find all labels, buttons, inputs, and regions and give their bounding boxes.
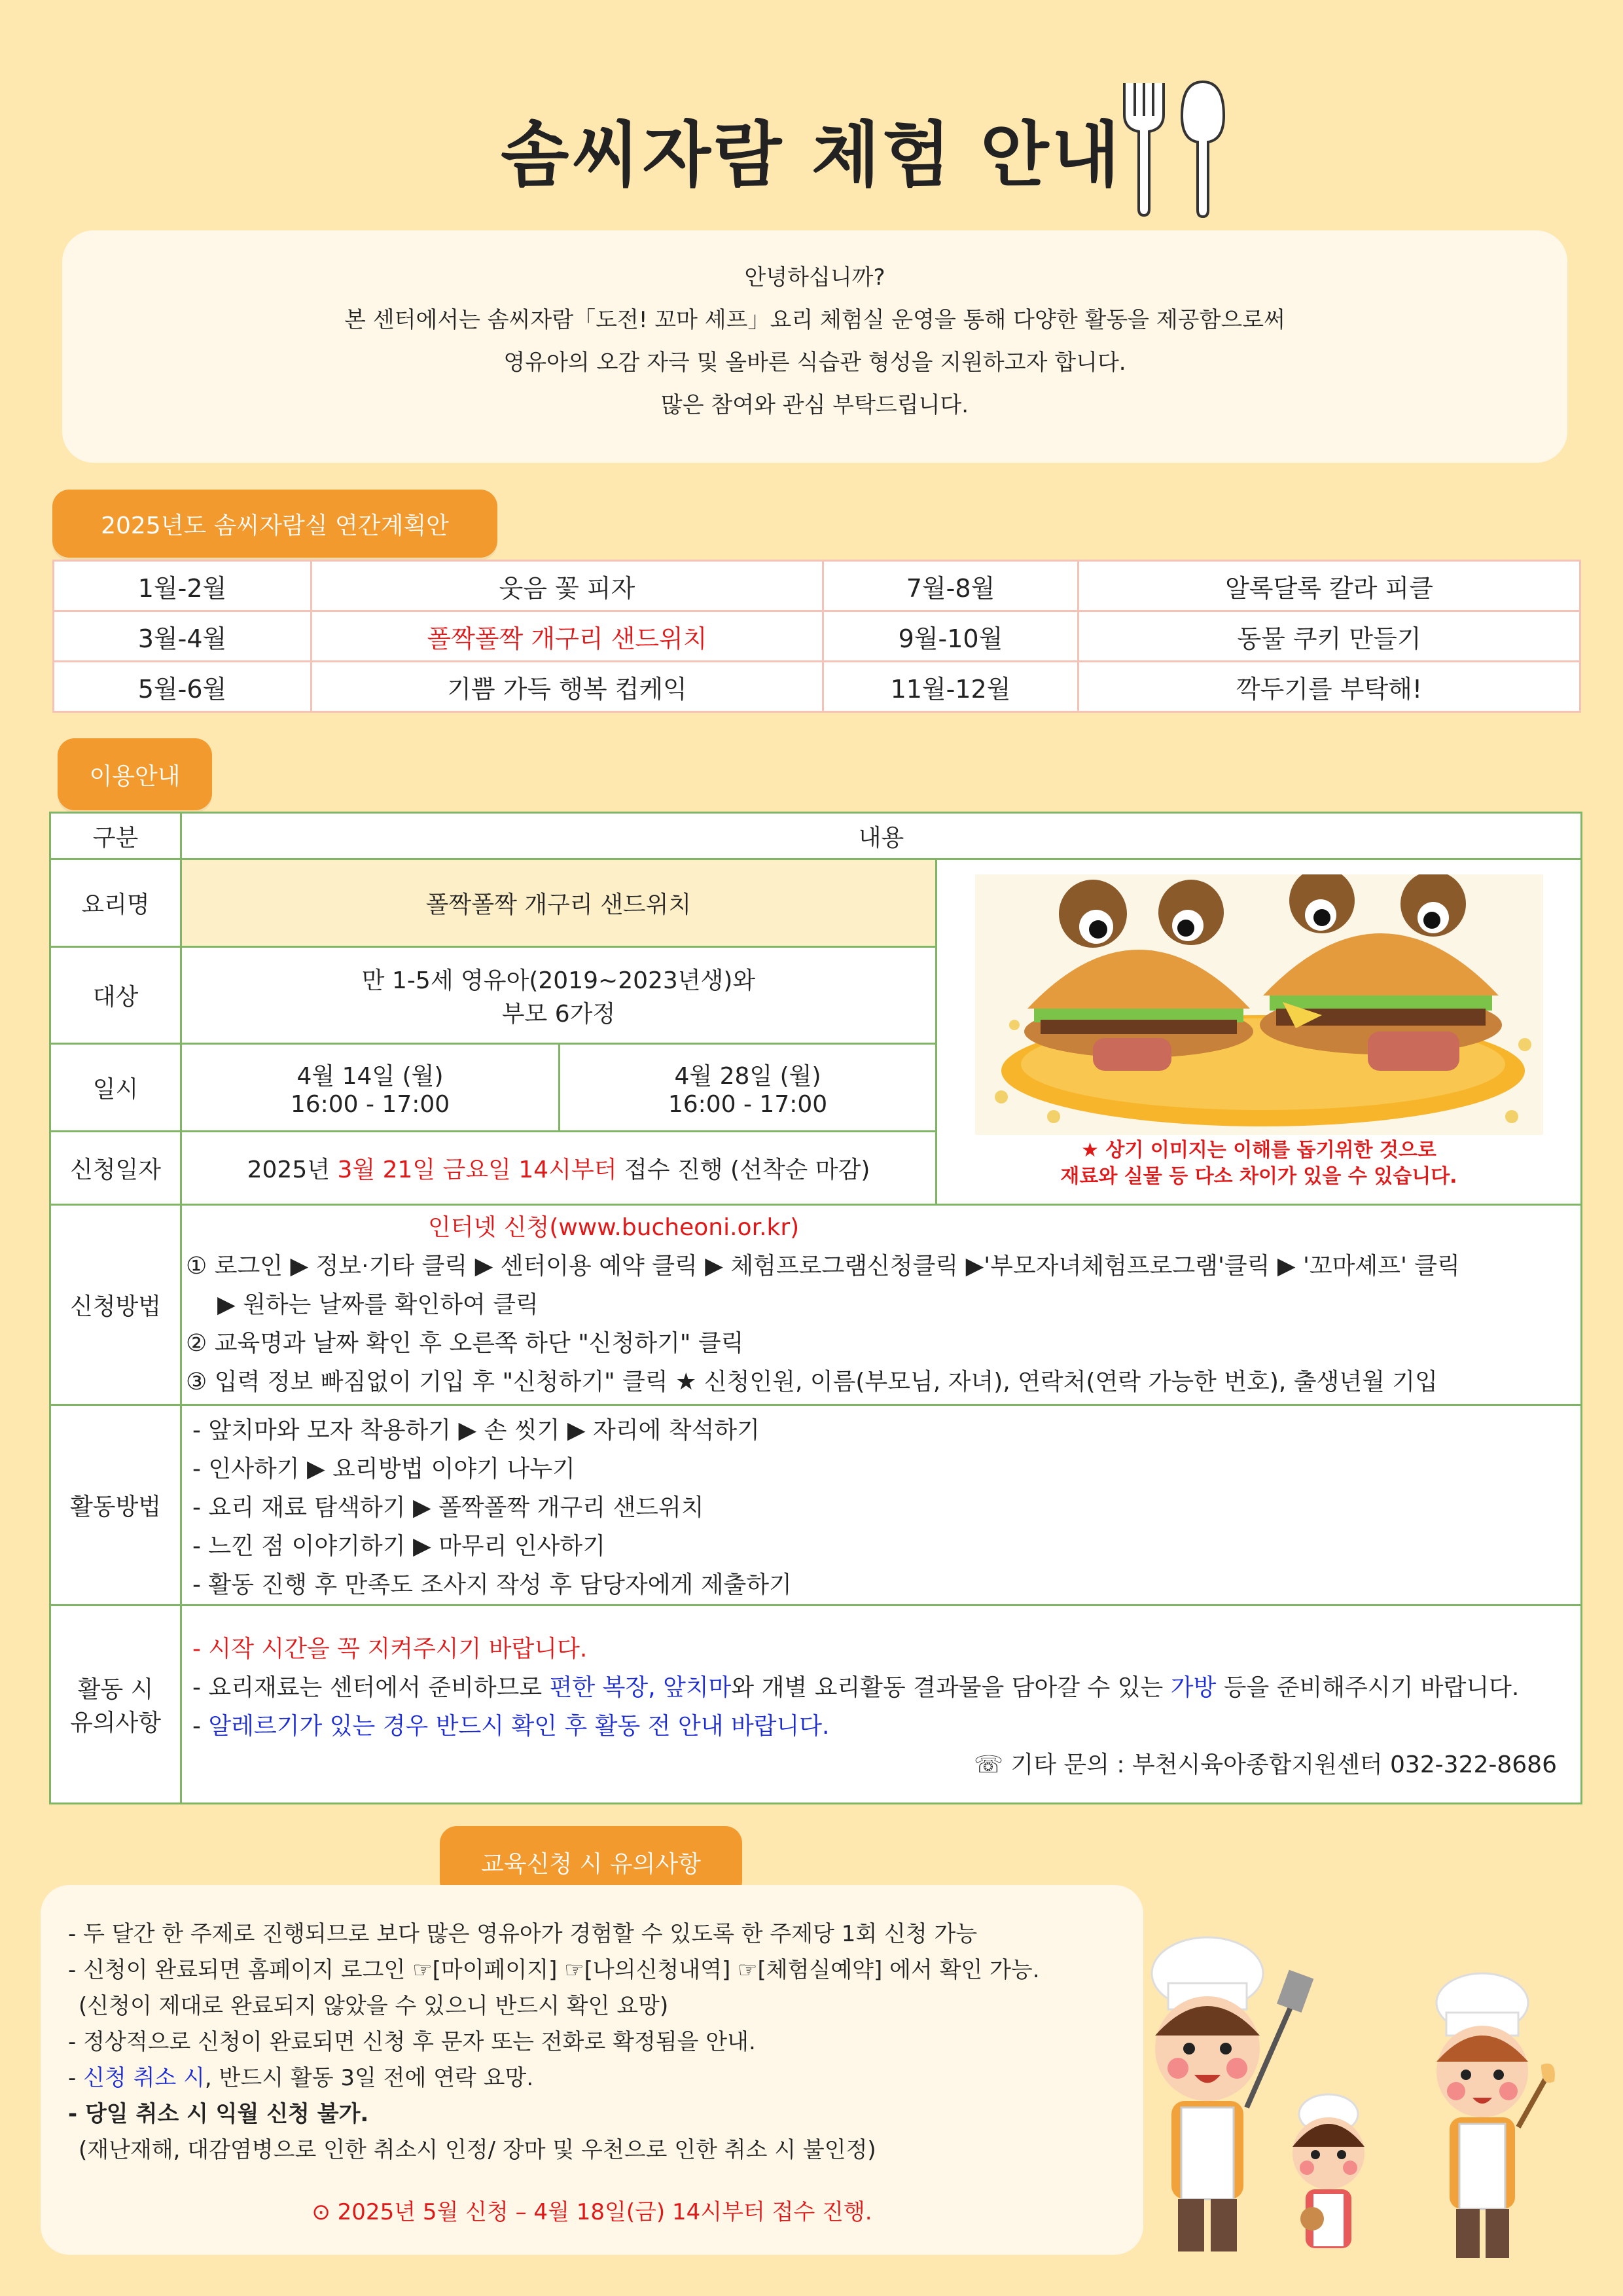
caution-label-line: 유의사항: [69, 1710, 162, 1736]
method-label: 신청방법: [50, 1205, 181, 1405]
plan-dish: 알록달록 칼라 피클: [1079, 561, 1580, 611]
plan-month: 9월-10월: [823, 611, 1079, 662]
website-link[interactable]: 인터넷 신청(www.bucheoni.or.kr): [428, 1214, 800, 1241]
page-title: 솜씨자람 체험 안내: [501, 115, 1122, 196]
apply-date-text: 2025년: [247, 1157, 338, 1183]
caption-line: ★ 상기 이미지는 이해를 돕기위한 것으로: [1081, 1138, 1436, 1162]
table-row: [54, 611, 1580, 662]
dish-name: 폴짝폴짝 개구리 샌드위치: [181, 859, 936, 947]
plan-dish: 웃음 꽃 피자: [312, 561, 823, 611]
session-date: 4월 14일 (월): [296, 1062, 444, 1090]
activity-content: [181, 1405, 1582, 1605]
notice-line: (신청이 제대로 완료되지 않았을 수 있으니 반드시 확인 요망): [79, 1993, 669, 2019]
contact-info: ☏ 기타 문의 : 부천시육아종합지원센터 032-322-8686: [973, 1751, 1557, 1778]
apply-date-highlight: 3월 21일 금요일 14시부터: [337, 1157, 617, 1183]
intro-line: 영유아의 오감 자극 및 올바른 식습관 형성을 지원하고자 합니다.: [503, 350, 1126, 376]
caution-text: - 요리재료는 센터에서 준비하므로: [192, 1674, 550, 1701]
intro-line: 많은 참여와 관심 부탁드립니다.: [660, 392, 969, 418]
method-step: ① 로그인 ▶ 정보·기타 클릭 ▶ 센터이용 예약 클릭 ▶ 체험프로그램신청클릭 ▶'부모자녀체험프로그램'클릭 ▶ '꼬마셰프' 클릭: [186, 1253, 1460, 1280]
caution-highlight: 편한 복장, 앞치마: [549, 1674, 732, 1701]
datetime-label: 일시: [50, 1044, 181, 1132]
caution-highlight: 가방: [1170, 1674, 1217, 1701]
annual-plan-table: [52, 560, 1581, 713]
plan-dish: 기쁨 가득 행복 컵케익: [312, 662, 823, 712]
session-time: 16:00 - 17:00: [290, 1090, 450, 1118]
caution-item: [192, 1668, 1580, 1707]
intro-box: [62, 230, 1567, 463]
plan-month: 5월-6월: [54, 662, 312, 712]
target-line: 만 1-5세 영유아(2019~2023년생)와: [361, 967, 756, 994]
notice-line: - 정상적으로 신청이 완료되면 신청 후 문자 또는 전화로 확정됨을 안내.: [68, 2029, 756, 2055]
caution-text: 와 개별 요리활동 결과물을 담아갈 수 있는: [731, 1674, 1171, 1701]
header-category: 구분: [50, 813, 181, 859]
notice-text: -: [68, 2065, 84, 2091]
caution-highlight: 알레르기가 있는 경우 반드시 확인 후 활동 전 안내 바랍니다.: [208, 1713, 830, 1740]
session-date: 4월 28일 (월): [674, 1062, 821, 1090]
table-row: [54, 662, 1580, 712]
notice-line: - 두 달간 한 주제로 진행되므로 보다 많은 영유아가 경험할 수 있도록 한 주제당 1회 신청 가능: [68, 1921, 978, 1947]
caution-text: 등을 준비해주시기 바랍니다.: [1216, 1674, 1520, 1701]
plan-month: 1월-2월: [54, 561, 312, 611]
apply-date-text: 접수 진행 (선착순 마감): [616, 1157, 870, 1183]
caution-label-line: 활동 시: [77, 1676, 154, 1703]
caption-line: 재료와 실물 등 다소 차이가 있을 수 있습니다.: [1060, 1164, 1457, 1188]
method-step: ③ 입력 정보 빠짐없이 기입 후 "신청하기" 클릭 ★ 신청인원, 이름(부모님, 자녀), 연락처(연락 가능한 번호), 출생년월 기입: [186, 1369, 1438, 1395]
notice-line: - 당일 취소 시 익월 신청 불가.: [68, 2101, 369, 2127]
notice-line: - 신청이 완료되면 홈페이지 로그인 ☞[마이페이지] ☞[나의신청내역] ☞[체험실예약] 에서 확인 가능.: [68, 1957, 1040, 1983]
notice-line: [68, 2060, 1143, 2096]
caution-content: [181, 1605, 1582, 1804]
session-1: [181, 1044, 560, 1132]
plan-dish: 깍두기를 부탁해!: [1079, 662, 1580, 712]
dish-label: 요리명: [50, 859, 181, 947]
notice-final: ⊙ 2025년 5월 신청 – 4월 18일(금) 14시부터 접수 진행.: [312, 2199, 872, 2225]
guide-heading: 이용안내: [58, 738, 212, 810]
caution-item: [192, 1707, 1580, 1746]
plan-month: 7월-8월: [823, 561, 1079, 611]
fork-spoon-icon: [1106, 75, 1237, 219]
target-label: 대상: [50, 947, 181, 1044]
photo-cell: [936, 859, 1582, 1205]
method-step: ▶ 원하는 날짜를 확인하여 클릭: [217, 1291, 539, 1318]
method-content: [181, 1205, 1582, 1405]
notice-highlight: 신청 취소 시: [83, 2065, 205, 2091]
target-line: 부모 6가정: [501, 1000, 616, 1028]
activity-step: - 느낀 점 이야기하기 ▶ 마무리 인사하기: [192, 1533, 605, 1560]
photo-caption: [937, 1138, 1580, 1190]
header-content: 내용: [181, 813, 1582, 859]
table-row: [50, 813, 1582, 859]
table-row: [50, 1405, 1582, 1605]
table-row: [50, 1205, 1582, 1405]
caution-text: -: [192, 1713, 209, 1740]
session-time: 16:00 - 17:00: [668, 1090, 828, 1118]
notice-line: (재난재해, 대감염병으로 인한 취소시 인정/ 장마 및 우천으로 인한 취소 시 불인정): [79, 2137, 876, 2163]
plan-dish: 동물 쿠키 만들기: [1079, 611, 1580, 662]
table-row: [54, 561, 1580, 611]
plan-heading: 2025년도 솜씨자람실 연간계획안: [52, 490, 497, 558]
activity-step: - 요리 재료 탐색하기 ▶ 폴짝폴짝 개구리 샌드위치: [192, 1494, 704, 1521]
apply-date-label: 신청일자: [50, 1132, 181, 1205]
kid-chefs-illustration: [1116, 1911, 1587, 2278]
apply-date: [181, 1132, 936, 1205]
intro-line: 안녕하십니까?: [744, 264, 885, 291]
usage-guide-table: [49, 812, 1582, 1804]
notice-heading: 교육신청 시 유의사항: [440, 1826, 742, 1898]
target-value: [181, 947, 936, 1044]
activity-label: 활동방법: [50, 1405, 181, 1605]
activity-step: - 인사하기 ▶ 요리방법 이야기 나누기: [192, 1456, 575, 1482]
activity-step: - 앞치마와 모자 착용하기 ▶ 손 씻기 ▶ 자리에 착석하기: [192, 1417, 760, 1444]
plan-month: 11월-12월: [823, 662, 1079, 712]
intro-line: 본 센터에서는 솜씨자람「도전! 꼬마 셰프」요리 체험실 운영을 통해 다양한 활동을 제공함으로써: [344, 307, 1285, 333]
table-row: [50, 1605, 1582, 1804]
caution-item: - 시작 시간을 꼭 지켜주시기 바랍니다.: [192, 1636, 588, 1662]
activity-step: - 활동 진행 후 만족도 조사지 작성 후 담당자에게 제출하기: [192, 1571, 792, 1598]
plan-dish-current: 폴짝폴짝 개구리 샌드위치: [312, 611, 823, 662]
plan-month: 3월-4월: [54, 611, 312, 662]
notice-box: [41, 1885, 1143, 2255]
table-row: [50, 859, 1582, 947]
frog-sandwich-photo: [975, 874, 1543, 1135]
session-2: [560, 1044, 936, 1132]
caution-label: [50, 1605, 181, 1804]
notice-text: , 반드시 활동 3일 전에 연락 요망.: [204, 2065, 534, 2091]
method-step: ② 교육명과 날짜 확인 후 오른쪽 하단 "신청하기" 클릭: [186, 1330, 744, 1357]
